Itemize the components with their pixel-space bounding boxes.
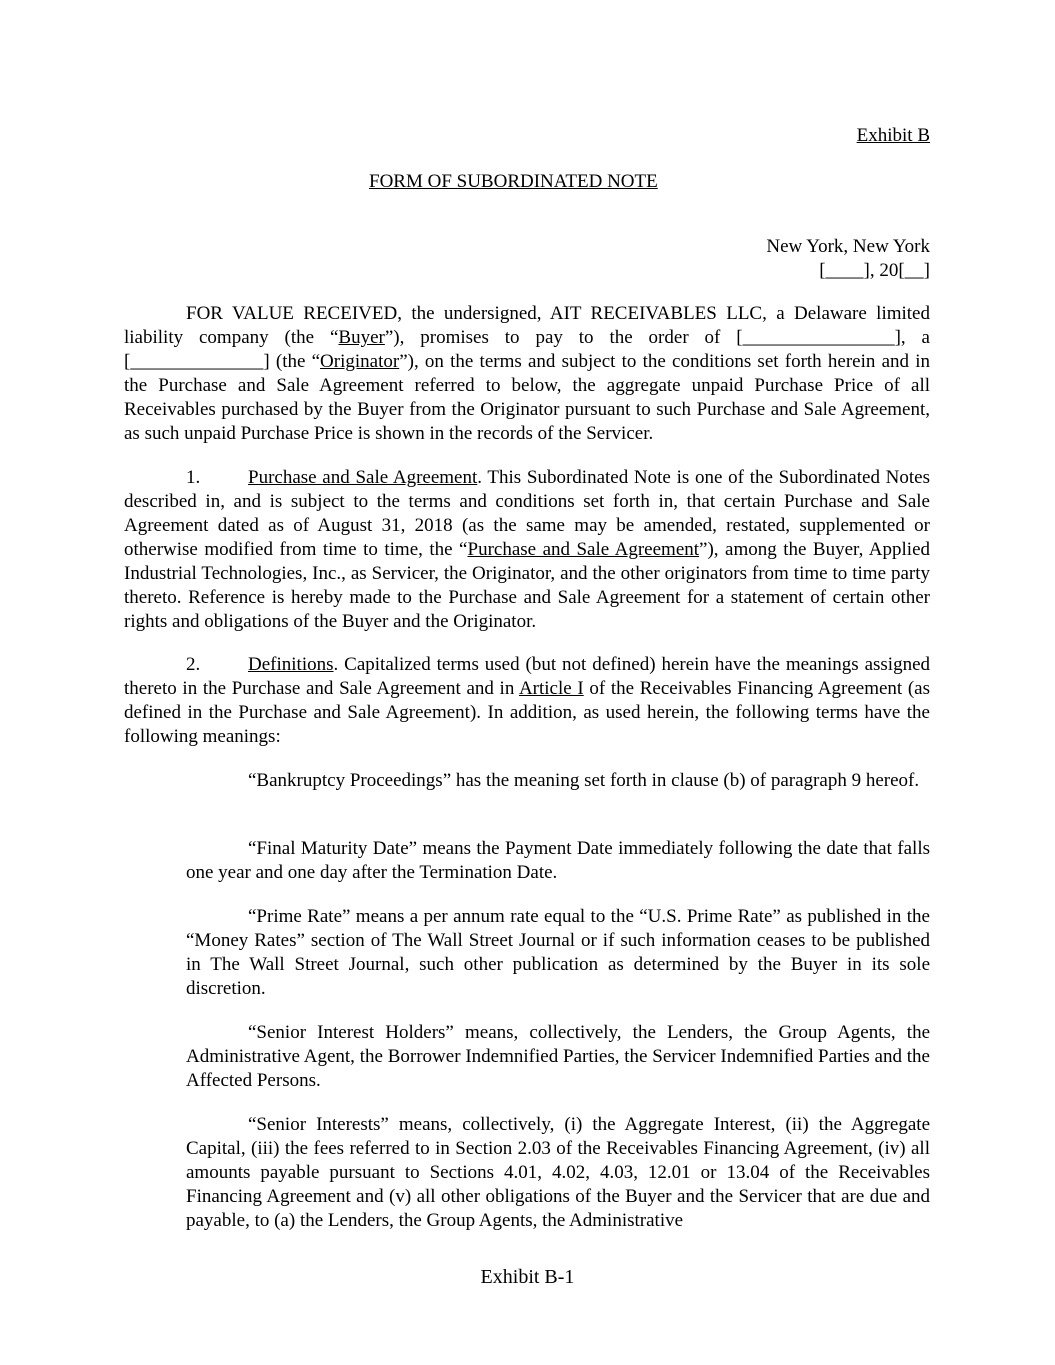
section-1-paragraph: 1. Purchase and Sale Agreement. This Subordinated Note is one of the Subordinated Notes described in, and is subject to the terms and conditions set forth in, that certain Purchase and Sale Agreement dated as of August 31, 2018 (as the same may be amended, restated, supplemented or otherwise modified from time to time, the “Purchase and Sale Agreement”), among the Buyer, Applied Industrial Technologies, Inc., as Servicer, the Originator, and the other originators from time to time party thereto. Reference is hereby made to the Purchase and Sale Agreement for a statement of certain other rights and obligations of the Buyer and the Originator. — [124, 467, 931, 632]
definition-final-maturity-date: “Final Maturity Date” means the Payment Date immediately following the date that falls one year and one day after the Termination Date. — [186, 838, 930, 883]
psa-defined-term: Purchase and Sale Agreement — [467, 539, 700, 560]
section-2-number: 2. — [186, 654, 201, 675]
section-2-heading: Definitions — [248, 654, 334, 675]
intro-paragraph: FOR VALUE RECEIVED, the undersigned, AIT RECEIVABLES LLC, a Delaware limited liability company (the “Buyer”), promises to pay to the order of [________________], a [______________] (the “Originator”), on the terms and subject to the conditions set forth herein and in the Purchase and Sale Agreement referred to below, the aggregate unpaid Purchase Price of all Receivables purchased by the Buyer from the Originator pursuant to such Purchase and Sale Agreement, as such unpaid Purchase Price is shown in the records of the Servicer. — [124, 303, 930, 444]
page-footer: Exhibit B-1 — [480, 1266, 575, 1288]
exhibit-label: Exhibit B — [856, 125, 930, 146]
buyer-term: Buyer — [338, 327, 385, 348]
date-line: [____], 20[__] — [819, 260, 930, 281]
place-line: New York, New York — [766, 236, 930, 257]
section-2-paragraph: 2. Definitions. Capitalized terms used (but not defined) herein have the meanings assigned thereto in the Purchase and Sale Agreement and in Article I of the Receivables Financing Agreement (as defined in the Purchase and Sale Agreement). In addition, as used herein, the following terms have the following meanings: — [124, 654, 931, 747]
definition-prime-rate: “Prime Rate” means a per annum rate equal to the “U.S. Prime Rate” as published in the “Money Rates” section of The Wall Street Journal or if such information ceases to be published in The Wall Street Journal, such other publication as determined by the Buyer in its sole discretion. — [186, 906, 930, 999]
originator-term: Originator — [320, 351, 400, 372]
document-title: FORM OF SUBORDINATED NOTE — [369, 171, 658, 192]
article-i-reference: Article I — [518, 678, 584, 699]
definition-senior-interests: “Senior Interests” means, collectively, (i) the Aggregate Interest, (ii) the Aggregate Capital, (iii) the fees referred to in Section 2.03 of the Receivables Financing Agreement, (iv) all amounts payable pursuant to Sections 4.01, 4.02, 4.03, 12.01 or 13.04 of the Receivables Financing Agreement and (v) all other obligations of the Buyer and the Servicer that are due and payable, to (a) the Lenders, the Group Agents, the Administrative — [186, 1114, 930, 1231]
section-1-number: 1. — [186, 467, 201, 488]
section-1-heading: Purchase and Sale Agreement — [248, 467, 478, 488]
definition-bankruptcy-proceedings: “Bankruptcy Proceedings” has the meaning set forth in clause (b) of paragraph 9 hereof. — [248, 770, 920, 791]
definition-senior-interest-holders: “Senior Interest Holders” means, collectively, the Lenders, the Group Agents, the Administrative Agent, the Borrower Indemnified Parties, the Servicer Indemnified Parties and the Affected Persons. — [186, 1022, 930, 1091]
